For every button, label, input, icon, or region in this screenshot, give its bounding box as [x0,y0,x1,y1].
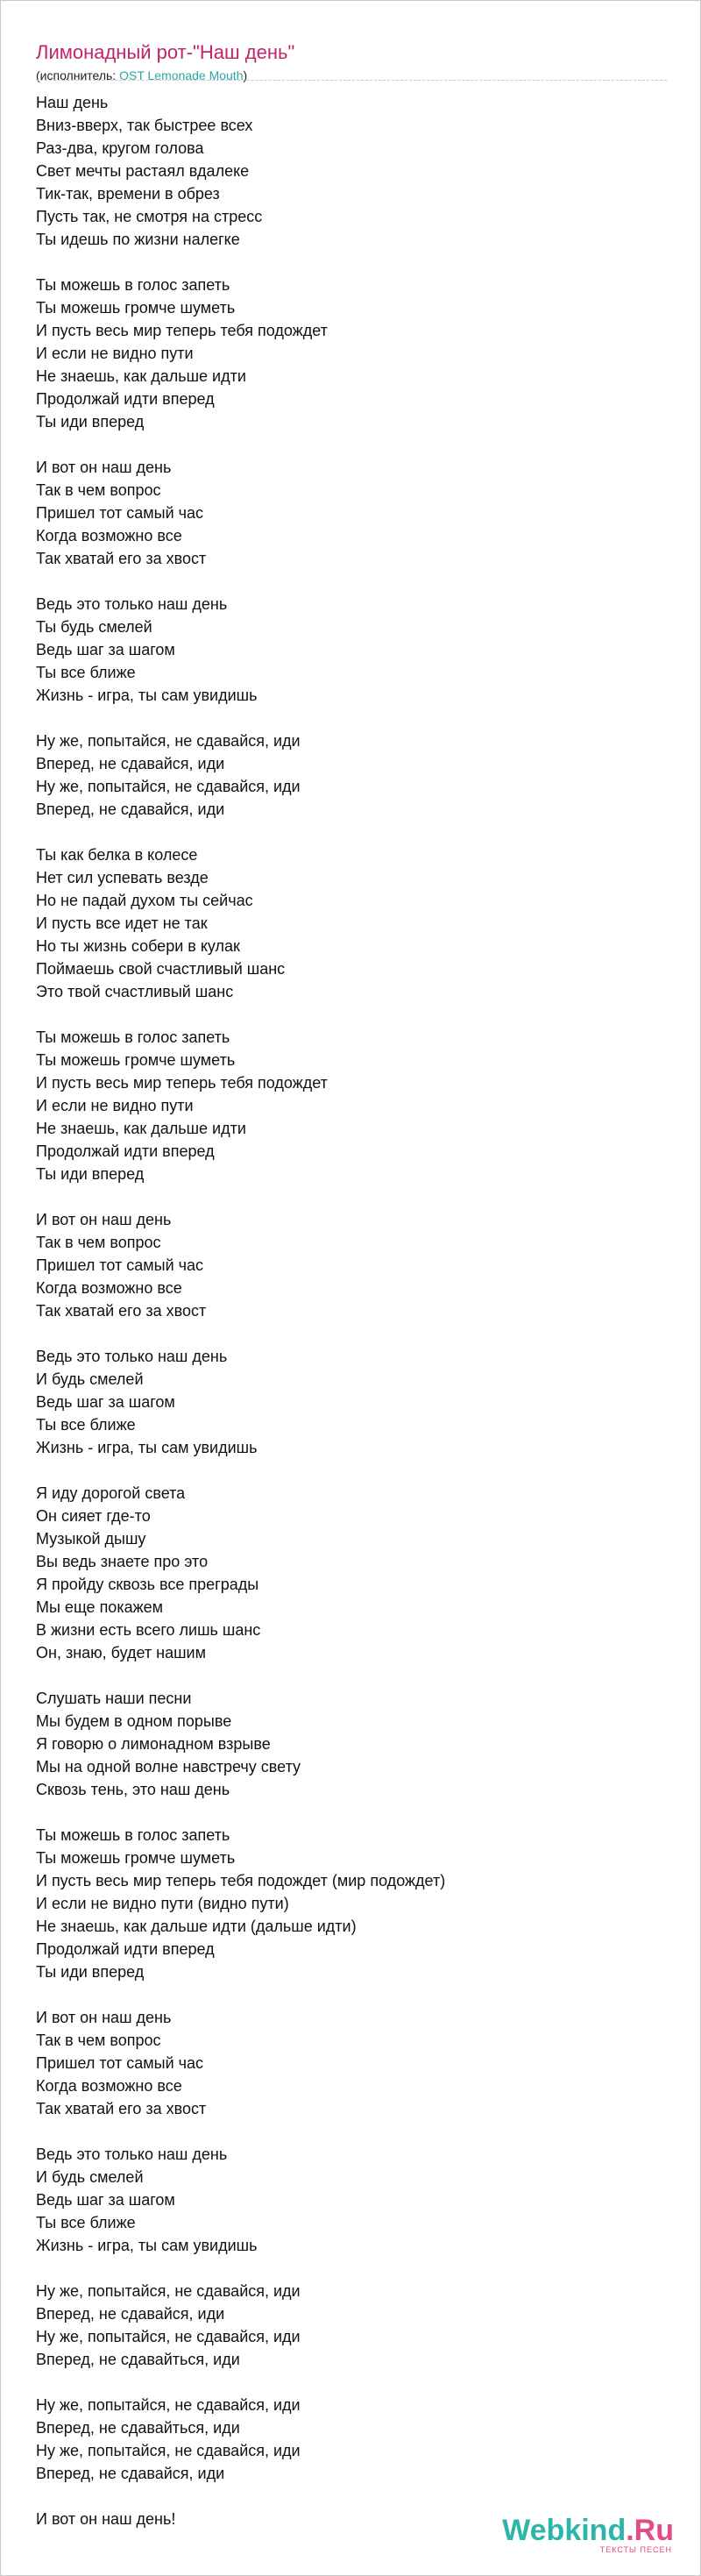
lyric-line: Продолжай идти вперед [36,390,215,408]
lyrics-stanza [36,843,667,1003]
lyric-line: Вниз-вверх, так быстрее всех [36,117,253,134]
lyric-line: Ты иди вперед [36,1963,145,1981]
lyric-line: Не знаешь, как дальше идти (дальше идти) [36,1918,357,1935]
lyric-line: Ну же, попытайся, не сдавайся, иди [36,2328,301,2345]
lyrics-stanza [36,2394,667,2485]
lyric-line: Он сияет где-то [36,1507,151,1525]
lyric-line: Это твой счастливый шанс [36,983,234,1000]
lyric-line: Когда возможно все [36,527,182,544]
lyric-line: И если не видно пути [36,345,194,362]
lyrics-stanza [36,1687,667,1801]
lyric-line: И будь смелей [36,1370,144,1388]
lyric-line: Поймаешь свой счастливый шанс [36,960,286,978]
lyric-line: Наш день [36,94,109,111]
lyric-line: Нет сил успевать везде [36,869,209,886]
lyric-line: Ты можешь громче шуметь [36,1051,236,1069]
lyrics-stanza [36,593,667,707]
lyric-line: Так в чем вопрос [36,2032,161,2049]
lyric-line: Пусть так, не смотря на стресс [36,208,263,225]
lyric-line: Жизнь - игра, ты сам увидишь [36,687,258,704]
lyric-line: Ты все ближе [36,664,136,681]
lyric-line: И пусть весь мир теперь тебя подождет (мир подождет) [36,1872,446,1889]
lyrics-stanza [36,91,667,251]
lyric-line: Ведь это только наш день [36,595,228,613]
lyric-line: Ты иди вперед [36,413,145,431]
lyric-line: Пришел тот самый час [36,1256,204,1274]
lyric-line: Ты иди вперед [36,1165,145,1183]
lyric-line: Вперед, не сдавайся, иди [36,755,225,772]
lyric-line: Я пройду сквозь все преграды [36,1576,259,1593]
lyric-line: Ведь шаг за шагом [36,2191,175,2209]
lyrics-stanza [36,2006,667,2120]
artist-line [36,68,667,83]
lyric-line: Мы на одной волне навстречу свету [36,1758,301,1775]
logo-suffix: .Ru [626,2514,674,2547]
lyric-line: Слушать наши песни [36,1690,192,1707]
logo-tagline: ТЕКСТЫ ПЕСЕН [599,2545,672,2554]
lyric-line: Ты можешь в голос запеть [36,1028,230,1046]
lyrics-stanza [36,456,667,570]
lyric-line: Ну же, попытайся, не сдавайся, иди [36,732,301,750]
lyric-line: Ведь это только наш день [36,1348,228,1365]
lyric-line: Так хватай его за хвост [36,2100,207,2117]
lyric-line: Ну же, попытайся, не сдавайся, иди [36,2442,301,2459]
lyric-line: Тик-так, времени в обрез [36,185,220,203]
lyric-line: Жизнь - игра, ты сам увидишь [36,2237,258,2254]
lyric-line: Ты будь смелей [36,618,152,636]
lyric-line: Ну же, попытайся, не сдавайся, иди [36,2396,301,2414]
lyrics-stanza [36,274,667,433]
lyric-line: Сквозь тень, это наш день [36,1781,230,1798]
lyric-line: И вот он наш день [36,459,172,476]
lyric-line: И если не видно пути [36,1097,194,1114]
lyric-line: Ты можешь в голос запеть [36,276,230,294]
lyric-line: Так хватай его за хвост [36,550,207,567]
lyric-line: Мы еще покажем [36,1598,164,1616]
lyric-line: Но не падай духом ты сейчас [36,892,253,909]
logo-main-text: Webkind [502,2514,627,2547]
header-divider [36,80,667,81]
lyric-line: Ты идешь по жизни налегке [36,231,240,248]
lyric-line: И будь смелей [36,2168,144,2186]
lyric-line: Ты можешь громче шуметь [36,1849,236,1867]
lyric-line: Продолжай идти вперед [36,1142,215,1160]
lyric-line: Так в чем вопрос [36,1234,161,1251]
lyric-line: И если не видно пути (видно пути) [36,1895,289,1912]
lyric-line: Свет мечты растаял вдалеке [36,162,250,180]
artist-suffix: ) [243,68,248,82]
lyric-line: Ты все ближе [36,1416,136,1434]
artist-link[interactable]: OST Lemonade Mouth [119,68,244,82]
lyric-line: Ты можешь громче шуметь [36,299,236,317]
lyric-line: Я иду дорогой света [36,1484,186,1502]
lyric-line: Продолжай идти вперед [36,1940,215,1958]
lyric-line: Так хватай его за хвост [36,1302,207,1320]
lyric-line: Музыкой дышу [36,1530,146,1548]
lyric-line: И вот он наш день [36,2009,172,2026]
lyric-line: Он, знаю, будет нашим [36,1644,206,1662]
lyric-line: Раз-два, кругом голова [36,139,204,157]
lyric-line: Ведь шаг за шагом [36,1393,175,1411]
lyrics-stanza [36,2143,667,2257]
lyric-line: Ты как белка в колесе [36,846,198,864]
lyrics-stanza [36,1026,667,1185]
lyric-line: Когда возможно все [36,2077,182,2095]
lyric-line: И вот он наш день [36,1211,172,1228]
lyrics-body [36,91,667,2553]
lyric-line: И вот он наш день! [36,2510,176,2528]
lyric-line: Когда возможно все [36,1279,182,1297]
lyric-line: Но ты жизнь собери в кулак [36,937,240,955]
lyric-line: Жизнь - игра, ты сам увидишь [36,1439,258,1456]
song-header [36,41,667,83]
lyric-line: Не знаешь, как дальше идти [36,367,246,385]
lyric-line: Я говорю о лимонадном взрыве [36,1735,271,1753]
lyrics-stanza [36,1208,667,1322]
lyric-line: И пусть все идет не так [36,914,208,932]
lyric-line: Вперед, не сдавайся, иди [36,2305,225,2323]
lyric-line: Ну же, попытайся, не сдавайся, иди [36,778,301,795]
lyrics-stanza [36,729,667,821]
lyric-line: Вперед, не сдавайся, иди [36,801,225,818]
lyric-line: И пусть весь мир теперь тебя подождет [36,1074,328,1092]
lyric-line: Мы будем в одном порыве [36,1712,232,1730]
site-logo[interactable] [499,2516,674,2556]
lyric-line: Ведь шаг за шагом [36,641,175,658]
lyrics-stanza [36,1345,667,1459]
lyric-line: Вы ведь знаете про это [36,1553,209,1570]
lyric-line: Ты можешь в голос запеть [36,1826,230,1844]
lyric-line: Ты все ближе [36,2214,136,2231]
lyric-line: Ведь это только наш день [36,2145,228,2163]
lyric-line: Вперед, не сдавайся, иди [36,2465,225,2482]
lyrics-stanza [36,2280,667,2371]
lyrics-stanza [36,1824,667,1983]
lyric-line: И пусть весь мир теперь тебя подождет [36,322,328,339]
lyric-line: Вперед, не сдавайться, иди [36,2419,240,2437]
lyric-line: Так в чем вопрос [36,481,161,499]
lyric-line: Пришел тот самый час [36,504,204,522]
lyric-line: Пришел тот самый час [36,2054,204,2072]
song-title: Лимонадный рот-"Наш день" [36,41,295,63]
logo-wordmark [499,2516,674,2545]
lyric-line: Не знаешь, как дальше идти [36,1120,246,1137]
lyrics-stanza [36,1482,667,1664]
artist-prefix: (исполнитель: [36,68,120,82]
lyric-line: В жизни есть всего лишь шанс [36,1621,261,1639]
lyric-line: Ну же, попытайся, не сдавайся, иди [36,2282,301,2300]
lyric-line: Вперед, не сдавайться, иди [36,2351,240,2368]
